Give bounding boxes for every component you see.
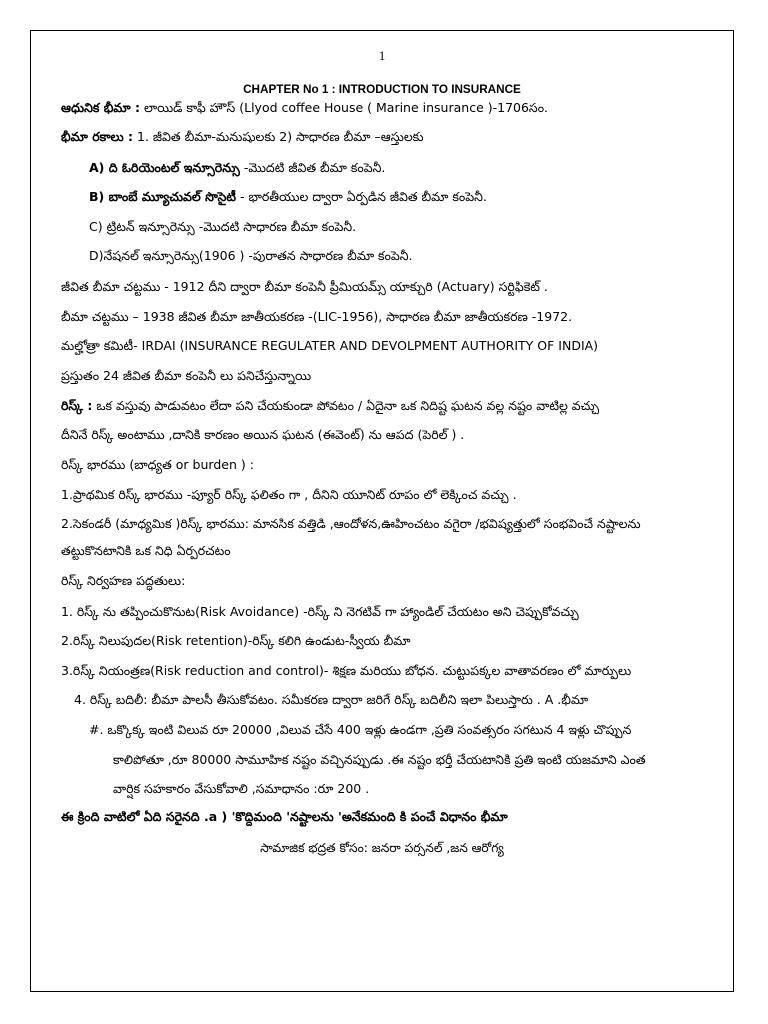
text-line: D)నేషనల్ ఇన్సూరెన్సు(1906 ) -పురాతన సాధారణ బీమా కంపెనీ. — [89, 248, 413, 263]
text-line: 1. రిస్క్ ను తప్పించుకొనుట(Risk Avoidance) -రిస్క్ ని నెగటివ్ గా హ్యాండిల్ చేయటం అని చెప్పుకోవచ్చు — [61, 604, 579, 619]
text-line: 1.ప్రాథమిక రిస్క్ భారము -ప్యూర్ రిస్క్ ఫలితం గా , దీనిని యూనిట్ రూపం లో లెక్కించ వచ్చు . — [61, 487, 517, 502]
text-line: 4. రిస్క్ బదిలీ: బీమా పాలసీ తీసుకోవటం. సమీకరణ ద్వారా జరిగే రిస్క్ బదిలీని ఇలా పిలుస్తారు . A .భీమా — [74, 692, 589, 707]
text-line: జీవిత బీమా చట్టము - 1912 దీని ద్వారా బీమా కంపెనీ ప్రీమియమ్స్ యాక్చురి (Actuary) సర్టిఫికెట్ . — [61, 279, 548, 294]
text-line: బీమా చట్టము – 1938 జీవిత బీమా జాతీయకరణ -(LIC-1956), సాధారణ బీమా జాతీయకరణ -1972. — [61, 309, 573, 324]
document-page — [30, 30, 734, 992]
text-line: 2.సెకండరీ (మాధ్యమిక )రిస్క్ భారము: మానసిక వత్తిడి ,ఆందోళన,ఊహించటం వగైరా /భవిష్యత్తులో సంభవించే నష్టాలను — [61, 516, 641, 531]
text-line: C) ట్రిటన్ ఇన్సూరెన్సు -మొదటి సాధారణ బీమా కంపెనీ. — [89, 219, 357, 234]
text-line: భీమా రకాలు : 1. జీవిత బీమా-మనుషులకు 2) సాధారణ బీమా –ఆస్తులకు — [61, 129, 424, 144]
text-line: దీనినే రిస్క్ అంటాము ,దానికి కారణం అయిన ఘటన (ఈవెంట్) ను ఆపద (పెరిల్ ) . — [61, 427, 465, 442]
text-line: మల్హోత్రా కమిటీ- IRDAI (INSURANCE REGULATER AND DEVOLPMENT AUTHORITY OF INDIA) — [61, 338, 599, 353]
text-line: #. ఒక్కొక్క ఇంటి విలువ రూ 20000 ,విలువ చేసే 400 ఇళ్లు ఉండగా ,ప్రతి సంవత్సరం సగటున 4 ఇళ్లు చొప్పున — [89, 722, 632, 737]
text-line: తట్టుకొనటానికి ఒక నిధి ఏర్పరచటం — [61, 543, 231, 558]
text-line: కాలిపోతూ ,రూ 80000 సామూహిక నష్టం వచ్చినప్పుడు .ఈ నష్టం భర్తీ చేయటానికి ప్రతి ఇంటి యజమాని ఎంత — [113, 752, 646, 767]
text-line: ఈ క్రింది వాటిలో ఏది సరైనది .a ) 'కొద్దిమంది 'నష్టాలను 'అనేకమంది కి పంచే విధానం భీమా — [61, 809, 508, 824]
text-line: B) బాంబే మ్యూచువల్ సొసైటీ - భారతీయుల ద్వారా ఏర్పడిన జీవిత బీమా కంపెనీ. — [89, 189, 487, 204]
text-line: ఆధునిక భీమా : లాయిడ్ కాఫీ హౌస్ (Llyod coffee House ( Marine insurance )-1706సం. — [61, 100, 549, 115]
text-line: ప్రస్తుతం 24 జీవిత బీమా కంపెనీ లు పనిచేస్తున్నాయి — [61, 368, 312, 383]
text-line: రిస్క్ నిర్వహణ పద్ధతులు: — [61, 573, 186, 588]
text-line: A) ది ఓరియెంటల్ ఇన్సూరెన్సు -మొదటి జీవిత బీమా కంపెనీ. — [89, 160, 386, 175]
text-line: రిస్క్ భారము (బాధ్యత or burden ) : — [61, 457, 254, 472]
text-line-centered: సామాజిక భద్రత కోసం: జనరా పర్సనల్ ,జన ఆరోగ్య — [260, 841, 504, 855]
text-line: వార్షిక సహకారం వేసుకోవాలి ,సమాధానం :రూ 200 . — [113, 781, 370, 796]
chapter-title: CHAPTER No 1 : INTRODUCTION TO INSURANCE — [243, 83, 521, 96]
page-number: 1 — [378, 49, 386, 63]
text-line: 3.రిస్క్ నియంత్రణ(Risk reduction and control)- శిక్షణ మరియు బోధన. చుట్టుపక్కల వాతావరణం లో మార్పులు — [61, 663, 632, 678]
text-line: రిస్క్ : ఒక వస్తువు పాడువటం లేదా పని చేయకుండా పోవటం / ఏదైనా ఒక నిదిష్ట ఘటన వల్ల నష్టం వాటిల్ల వచ్చు — [61, 398, 600, 413]
text-line: 2.రిస్క్ నిలుపుదల(Risk retention)-రిస్క్ కలిగి ఉండుట-స్వీయ బీమా — [61, 633, 411, 648]
